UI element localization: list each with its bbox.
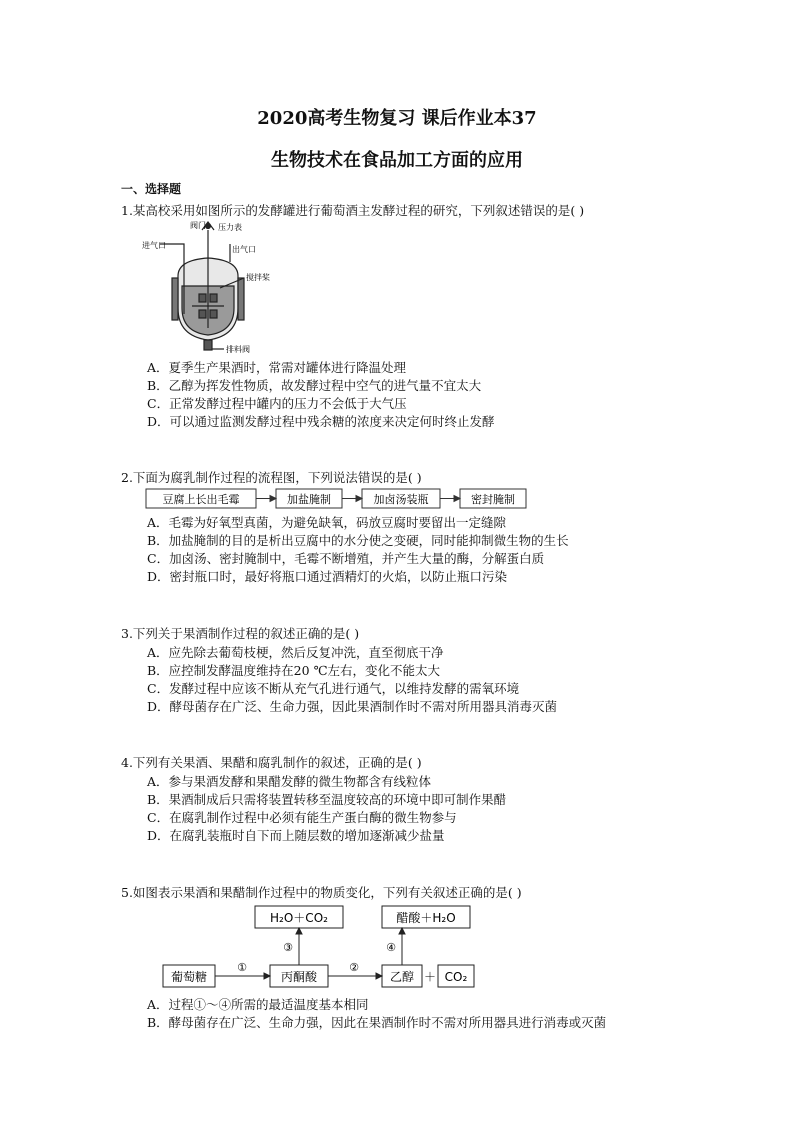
- fermenter-figure: [140, 218, 280, 356]
- flow-step-2: 加盐腌制: [287, 493, 331, 506]
- question-1-option-a: A．夏季生产果酒时，常需对罐体进行降温处理: [147, 360, 407, 375]
- label-discharge-valve: 排料阀: [226, 345, 250, 354]
- question-5-stem: 5.如图表示果酒和果醋制作过程中的物质变化，下列有关叙述正确的是( ): [121, 885, 522, 900]
- question-4-option-b: B．果酒制成后只需将装置转移至温度较高的环境中即可制作果醋: [147, 792, 507, 807]
- question-3-option-d: D．酵母菌存在广泛、生命力强，因此果酒制作时不需对所用器具消毒灭菌: [147, 699, 558, 714]
- label-air-inlet: 进气口: [142, 241, 166, 250]
- flow-step-4: 密封腌制: [471, 493, 515, 506]
- question-2-stem: 2.下面为腐乳制作过程的流程图，下列说法错误的是( ): [121, 470, 422, 485]
- box-acetic-acid-h2o: 醋酸＋H₂O: [396, 911, 456, 925]
- question-3-option-c: C．发酵过程中应该不断从充气孔进行通气，以维持发酵的需氧环境: [147, 681, 520, 696]
- step-3-label: ③: [283, 941, 293, 954]
- label-pressure-gauge: 压力表: [218, 223, 242, 232]
- question-3-option-a: A．应先除去葡萄枝梗，然后反复冲洗，直至彻底干净: [147, 645, 444, 660]
- question-3-stem: 3.下列关于果酒制作过程的叙述正确的是( ): [121, 626, 360, 641]
- box-ethanol: 乙醇: [389, 970, 415, 984]
- plus-sign: ＋: [423, 970, 437, 984]
- question-2-option-a: A．毛霉为好氧型真菌，为避免缺氧，码放豆腐时要留出一定缝隙: [147, 515, 507, 530]
- step-2-label: ②: [349, 961, 359, 974]
- question-4-stem: 4.下列有关果酒、果醋和腐乳制作的叙述，正确的是( ): [121, 755, 422, 770]
- box-h2o-co2: H₂O＋CO₂: [270, 911, 328, 925]
- box-co2: CO₂: [444, 970, 468, 984]
- fermentation-pathway-diagram: [160, 903, 480, 993]
- section-heading: 一、选择题: [121, 182, 182, 196]
- box-glucose: 葡萄糖: [170, 970, 208, 984]
- question-1-stem: 1.某高校采用如图所示的发酵罐进行葡萄酒主发酵过程的研究，下列叙述错误的是( ): [121, 203, 585, 218]
- question-3-option-b: B．应控制发酵温度维持在20 ℃左右，变化不能太大: [147, 663, 441, 678]
- flow-step-3: 加卤汤装瓶: [373, 493, 429, 506]
- step-4-label: ④: [386, 941, 396, 954]
- page-subtitle: 生物技术在食品加工方面的应用: [271, 150, 523, 171]
- question-4-option-c: C．在腐乳制作过程中必须有能生产蛋白酶的微生物参与: [147, 810, 457, 825]
- question-4-option-d: D．在腐乳装瓶时自下而上随层数的增加逐渐减少盐量: [147, 828, 445, 843]
- question-1-option-b: B．乙醇为挥发性物质，故发酵过程中空气的进气量不宜太大: [147, 378, 482, 393]
- question-1-option-c: C．正常发酵过程中罐内的压力不会低于大气压: [147, 396, 407, 411]
- label-valve: 阀门: [190, 221, 206, 230]
- question-2-option-d: D．密封瓶口时，最好将瓶口通过酒精灯的火焰，以防止瓶口污染: [147, 569, 508, 584]
- box-pyruvate: 丙酮酸: [280, 970, 318, 984]
- page-title: 2020高考生物复习 课后作业本37: [257, 108, 537, 129]
- flow-step-1: 豆腐上长出毛霉: [162, 493, 240, 506]
- tofu-flowchart: [145, 488, 530, 510]
- question-2-option-c: C．加卤汤、密封腌制中，毛霉不断增殖，并产生大量的酶，分解蛋白质: [147, 551, 545, 566]
- question-5-option-b: B．酵母菌存在广泛、生命力强，因此在果酒制作时不需对所用器具进行消毒或灭菌: [147, 1015, 607, 1030]
- label-air-outlet: 出气口: [232, 245, 256, 254]
- question-2-option-b: B．加盐腌制的目的是析出豆腐中的水分使之变硬，同时能抑制微生物的生长: [147, 533, 569, 548]
- label-stirrer: 搅拌桨: [246, 273, 270, 282]
- question-5-option-a: A．过程①～④所需的最适温度基本相同: [147, 997, 369, 1012]
- question-1-option-d: D．可以通过监测发酵过程中残余糖的浓度来决定何时终止发酵: [147, 414, 495, 429]
- question-4-option-a: A．参与果酒发酵和果醋发酵的微生物都含有线粒体: [147, 774, 432, 789]
- step-1-label: ①: [237, 961, 247, 974]
